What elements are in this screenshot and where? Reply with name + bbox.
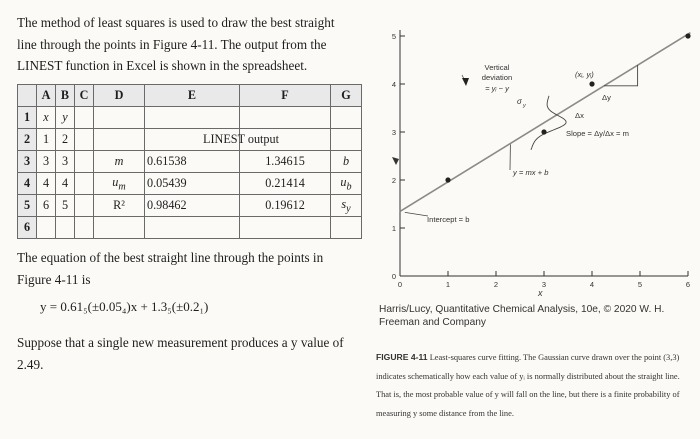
intro-paragraph: The method of least squares is used to draw the best straight line through the points in Figure 4-11. The output from the LINEST function in Excel is shown in the spreadsheet. — [17, 15, 335, 73]
data-point — [685, 33, 690, 38]
cell-b5: 5 — [56, 195, 75, 217]
cell-d1 — [94, 107, 145, 129]
cell-d4: $u_m$ — [94, 173, 145, 195]
cell-a1: x — [37, 107, 56, 129]
data-point — [445, 177, 450, 182]
cell-a2: 1 — [37, 129, 56, 151]
caption-label: FIGURE 4-11 — [376, 352, 428, 362]
spreadsheet-header-row — [18, 85, 362, 107]
col-header-b: B — [56, 85, 75, 107]
row-number: 6 — [18, 217, 37, 239]
corner-cell — [18, 85, 37, 107]
cell-a5: 6 — [37, 195, 56, 217]
cell-e5: 0.98462 — [145, 195, 240, 217]
cell-d6 — [94, 217, 145, 239]
cell-b4: 4 — [56, 173, 75, 195]
spreadsheet-row — [18, 217, 362, 239]
cell-f6 — [240, 217, 331, 239]
row-number: 3 — [18, 151, 37, 173]
cell-a6 — [37, 217, 56, 239]
spreadsheet-row — [18, 151, 362, 173]
col-header-e: E — [145, 85, 240, 107]
label-sigma-sub: y — [523, 103, 526, 109]
spreadsheet-row — [18, 195, 362, 217]
row-number: 2 — [18, 129, 37, 151]
col-header-g: G — [331, 85, 362, 107]
cell-f5: 0.19612 — [240, 195, 331, 217]
cell-f3: 1.34615 — [240, 151, 331, 173]
axis-group — [400, 30, 688, 276]
cell-g2 — [331, 129, 362, 151]
cell-c6 — [75, 217, 94, 239]
cell-e1 — [145, 107, 240, 129]
x-axis-label: x — [538, 288, 543, 298]
x-tick-label: 4 — [589, 280, 595, 289]
cell-e4: 0.05439 — [145, 173, 240, 195]
best-fit-equation: y = 0.61₅(±0.05₄)x + 1.3₅(±0.2₁) — [40, 299, 209, 314]
label-deviation: deviation — [481, 73, 513, 82]
label-sigma: σ — [517, 97, 522, 106]
cell-d3: m — [94, 151, 145, 173]
cell-a3: 3 — [37, 151, 56, 173]
gaussian-curve — [531, 96, 566, 150]
label-dy: Δy — [602, 93, 611, 102]
best-fit-line — [400, 33, 690, 212]
conclusion-paragraph: The equation of the best straight line through the points in Figure 4-11 is — [17, 250, 324, 287]
cell-f1 — [240, 107, 331, 129]
cell-g3: b — [331, 151, 362, 173]
x-tick-label: 2 — [493, 280, 499, 289]
least-squares-figure — [370, 20, 698, 300]
y-tick-label: 2 — [391, 176, 396, 185]
subscript: m — [118, 181, 126, 193]
cell-c5 — [75, 195, 94, 217]
cell-g6 — [331, 217, 362, 239]
y-tick-label: 0 — [391, 272, 396, 281]
cell-c3 — [75, 151, 94, 173]
spreadsheet-row — [18, 173, 362, 195]
x-tick-label: 0 — [397, 280, 403, 289]
cell-c1 — [75, 107, 94, 129]
x-tick-label: 5 — [637, 280, 643, 289]
subscript: b — [346, 181, 352, 193]
y-tick-group — [392, 32, 405, 281]
caption-text: Least-squares curve fitting. The Gaussian curve drawn over the point (3,3) indicates schematically how each value of yᵢ is normally distributed about the straight line. That is, the most probable value of y will fall on the line, but there is a finite probability of measuring y some distance from the line. — [376, 353, 680, 418]
cell-b6 — [56, 217, 75, 239]
cell-e2-linest-output: LINEST output — [185, 129, 280, 151]
cell-e6 — [145, 217, 240, 239]
y-tick-label: 5 — [391, 32, 396, 41]
linest-spreadsheet — [17, 84, 362, 239]
data-point — [589, 81, 594, 86]
label-intercept: Intercept = b — [427, 215, 470, 224]
col-header-d: D — [94, 85, 145, 107]
cell-b3: 3 — [56, 151, 75, 173]
label-slope: Slope = Δy/Δx = m — [566, 129, 629, 138]
cell-c4 — [75, 173, 94, 195]
cell-d2 — [94, 129, 145, 151]
row-number: 4 — [18, 173, 37, 195]
cell-a4: 4 — [37, 173, 56, 195]
small-arrow-icon — [392, 157, 399, 165]
question-paragraph: Suppose that a single new measurement produces a y value of 2.49. — [17, 335, 344, 372]
intercept-leader — [405, 212, 428, 216]
row-number: 1 — [18, 107, 37, 129]
subscript: y — [346, 203, 351, 215]
label-vertical: Vertical — [484, 63, 510, 72]
col-header-a: A — [37, 85, 56, 107]
x-tick-label: 6 — [685, 280, 691, 289]
cell-b2: 2 — [56, 129, 75, 151]
deviation-arrow-icon — [462, 78, 469, 86]
figure-caption — [376, 348, 692, 423]
col-header-f: F — [240, 85, 331, 107]
spreadsheet-row — [18, 107, 362, 129]
label-dx: Δx — [575, 111, 584, 120]
x-tick-label: 3 — [541, 280, 547, 289]
cell-g4: $u_b$ — [331, 173, 362, 195]
col-header-c: C — [75, 85, 94, 107]
data-point — [541, 129, 546, 134]
spreadsheet-row — [18, 129, 362, 151]
cell-g5: $s_y$ — [331, 195, 362, 217]
cell-d5: R² — [94, 195, 145, 217]
label-line-equation: y = mx + b — [513, 168, 549, 177]
label-deviation-formula: = yᵢ − y — [485, 84, 509, 93]
cell-b1: y — [56, 107, 75, 129]
x-tick-label: 1 — [445, 280, 451, 289]
cell-c2 — [75, 129, 94, 151]
label-point: (xᵢ, yᵢ) — [575, 70, 594, 79]
y-tick-label: 3 — [391, 128, 396, 137]
x-tick-group — [398, 271, 690, 289]
figure-credit: Harris/Lucy, Quantitative Chemical Analysis, 10e, © 2020 W. H. Freeman and Company — [379, 304, 665, 328]
cell-e3: 0.61538 — [145, 151, 240, 173]
row-number: 5 — [18, 195, 37, 217]
y-tick-label: 1 — [391, 224, 396, 233]
cell-f4: 0.21414 — [240, 173, 331, 195]
y-tick-label: 4 — [391, 80, 396, 89]
cell-g1 — [331, 107, 362, 129]
